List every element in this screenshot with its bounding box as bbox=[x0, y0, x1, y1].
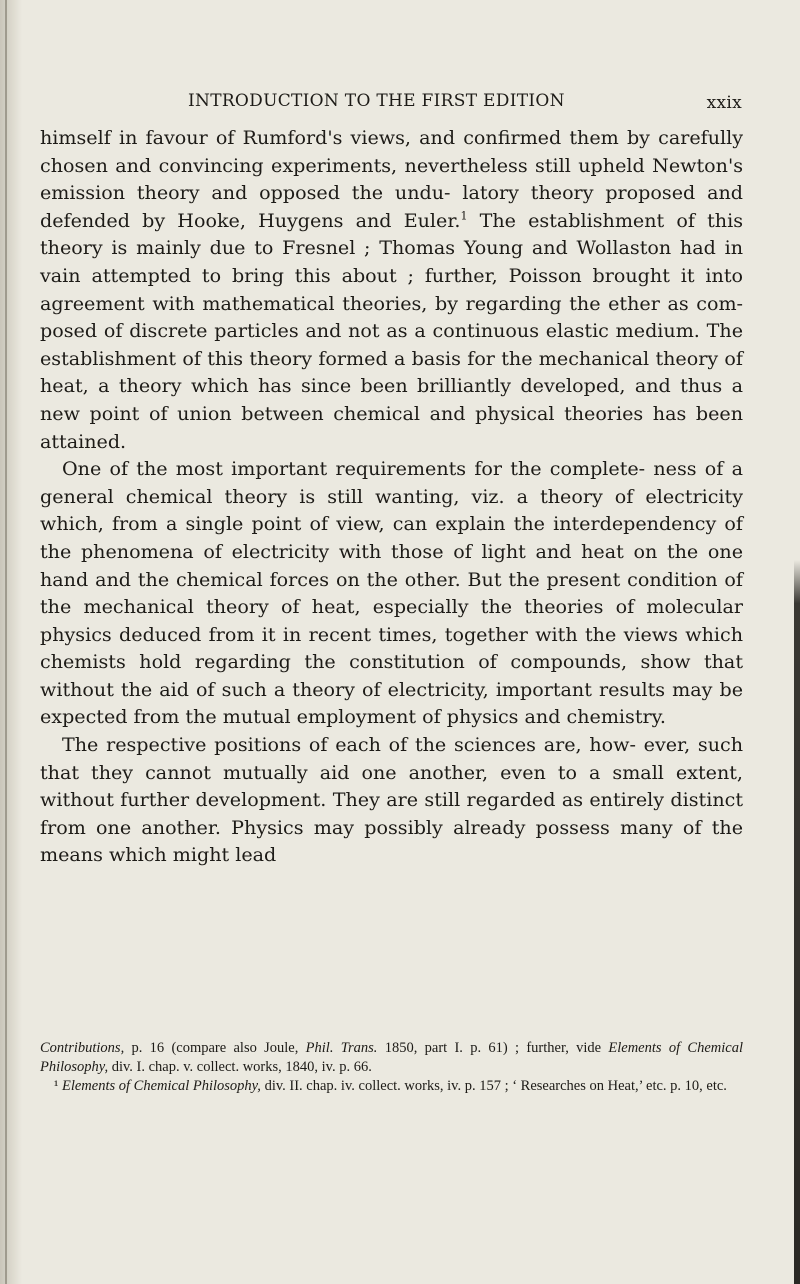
body-text bbox=[40, 124, 743, 869]
binding-edge-line bbox=[5, 0, 7, 1284]
footnote-italic: Elements of Chemical Philosophy, bbox=[61, 1078, 261, 1094]
footnote-1 bbox=[40, 1077, 743, 1096]
footnote-text: 1850, part I. p. 61) ; further, vide bbox=[377, 1040, 609, 1056]
footnote-italic: Contributions, bbox=[40, 1040, 125, 1056]
book-binding-shadow bbox=[0, 0, 22, 1284]
paragraph-1 bbox=[40, 124, 743, 455]
paragraph-3: The respective positions of each of the sciences are, how- ever, such that they cannot mutually aid one another, even to a small extent, without further development. They are still regarded as entirely distinct from one another. Physics may possibly already possess many of the means which might lead bbox=[40, 733, 743, 867]
paragraph-2: One of the most important requirements for the complete- ness of a general chemical theory is still wanting, viz. a theory of electricity which, from a single point of view, can explain the interdependency of the phenomena of electricity with those of light and heat on the one hand and the chemical forces on the other. But the present condition of the mechanical theory of heat, especially the theories of molecular physics deduced from it in recent times, together with the views which chemists hold regarding the constitution of compounds, show that without the aid of such a theory of electricity, important results may be expected from the mutual employment of physics and chemistry. bbox=[40, 457, 743, 729]
footnotes bbox=[40, 1039, 743, 1096]
page-edge-shadow bbox=[794, 560, 800, 1284]
footnote-text: div. I. chap. v. collect. works, 1840, iv. p. 66. bbox=[108, 1059, 372, 1075]
running-head-title: INTRODUCTION TO THE FIRST EDITION bbox=[188, 91, 565, 111]
footnote-marker: ¹ bbox=[54, 1078, 59, 1094]
page-number: xxix bbox=[706, 93, 742, 113]
paragraph-1-text-continued: The establishment of this theory is mainly due to Fresnel ; Thomas Young and Wollaston had in vain attempted to bring this about ; further, Poisson brought it into agreement with mathematical theories, by regarding the ether as com- posed of discrete particles and not as a continuous elastic medium. The establishment of this theory formed a basis for the mechanical theory of heat, a theory which has since been brilliantly developed, and thus a new point of union between chemical and physical theories has been attained. bbox=[40, 208, 743, 453]
footnote-marker: 1 bbox=[460, 209, 468, 223]
footnote-italic: Elements of Chemical Philosophy, bbox=[40, 1040, 743, 1075]
footnote-continued bbox=[40, 1039, 743, 1077]
paragraph-1-text: himself in favour of Rumford's views, and confirmed them by carefully chosen and convincing experiments, nevertheless still upheld Newton's emission theory and opposed the undu- latory theory proposed and defended by Hooke, Huygens and Euler. bbox=[40, 126, 743, 232]
footnote-italic: Phil. Trans. bbox=[305, 1040, 378, 1056]
footnote-text: p. 16 (compare also Joule, bbox=[124, 1040, 306, 1056]
footnote-text: div. II. chap. iv. collect. works, iv. p. 157 ; ‘ Researches on Heat,’ etc. p. 10, etc. bbox=[260, 1078, 727, 1094]
